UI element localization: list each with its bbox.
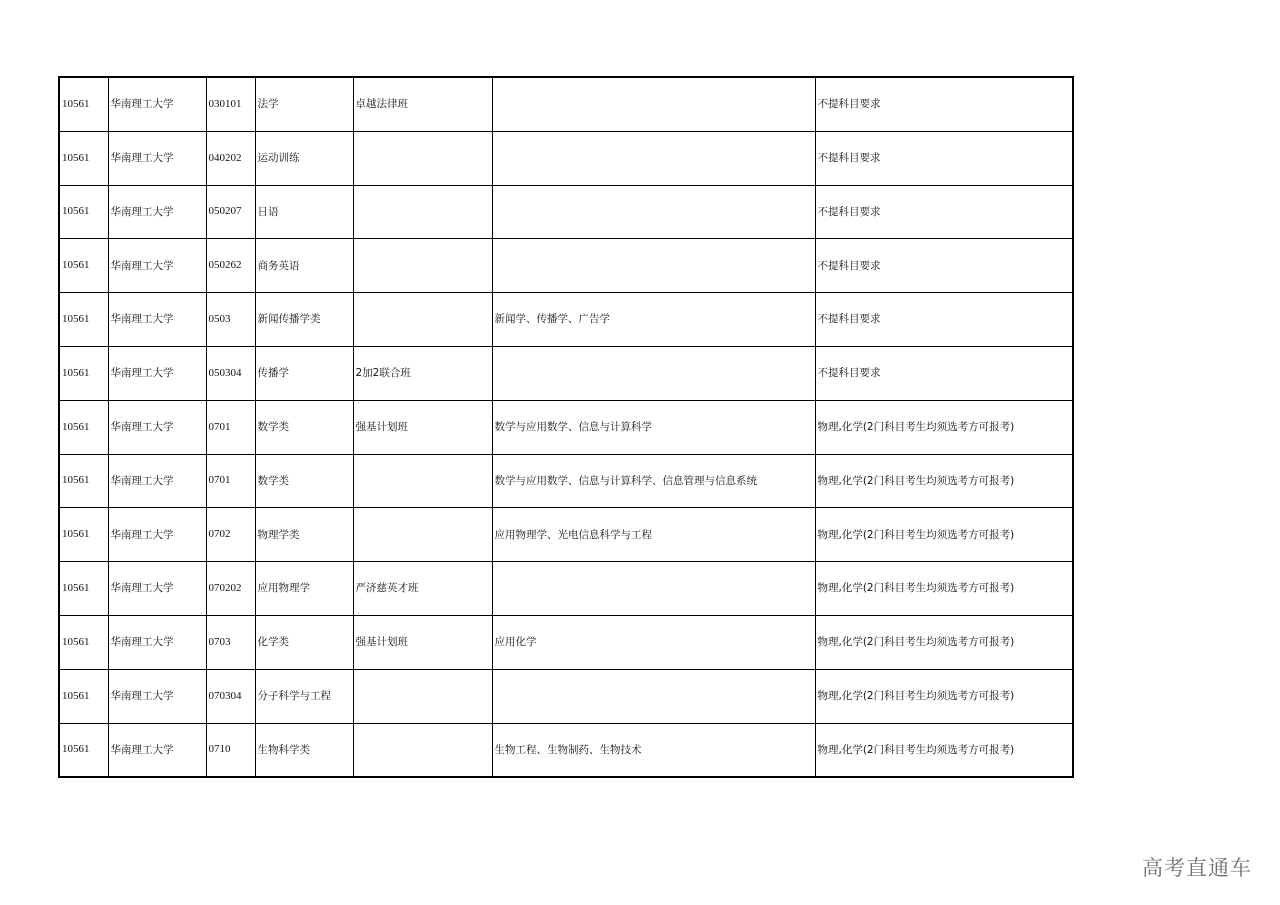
cell-subject-requirement: 物理,化学(2门科目考生均须选考方可报考) xyxy=(815,669,1073,723)
cell-school-code: 10561 xyxy=(59,615,108,669)
table-row xyxy=(59,400,1073,454)
cell-major-name: 日语 xyxy=(255,185,353,239)
cell-major-code: 050262 xyxy=(206,239,255,293)
table-row xyxy=(59,615,1073,669)
cell-school-name: 华南理工大学 xyxy=(108,185,206,239)
cell-major-name: 物理学类 xyxy=(255,508,353,562)
cell-school-name: 华南理工大学 xyxy=(108,508,206,562)
cell-class-note: 严济慈英才班 xyxy=(353,562,492,616)
table-row xyxy=(59,669,1073,723)
cell-subject-requirement: 物理,化学(2门科目考生均须选考方可报考) xyxy=(815,508,1073,562)
cell-class-note xyxy=(353,508,492,562)
cell-subject-requirement: 物理,化学(2门科目考生均须选考方可报考) xyxy=(815,723,1073,777)
cell-class-note: 强基计划班 xyxy=(353,615,492,669)
cell-included-majors xyxy=(492,562,815,616)
cell-school-name: 华南理工大学 xyxy=(108,346,206,400)
cell-school-code: 10561 xyxy=(59,239,108,293)
cell-school-name: 华南理工大学 xyxy=(108,615,206,669)
cell-major-name: 新闻传播学类 xyxy=(255,293,353,347)
cell-subject-requirement: 不提科目要求 xyxy=(815,131,1073,185)
cell-major-name: 法学 xyxy=(255,77,353,131)
cell-school-code: 10561 xyxy=(59,669,108,723)
cell-school-code: 10561 xyxy=(59,346,108,400)
table-row xyxy=(59,454,1073,508)
cell-school-name: 华南理工大学 xyxy=(108,723,206,777)
cell-school-name: 华南理工大学 xyxy=(108,669,206,723)
cell-major-code: 0710 xyxy=(206,723,255,777)
cell-school-name: 华南理工大学 xyxy=(108,239,206,293)
cell-school-code: 10561 xyxy=(59,400,108,454)
table-row xyxy=(59,131,1073,185)
table-row xyxy=(59,77,1073,131)
cell-major-code: 0701 xyxy=(206,454,255,508)
cell-subject-requirement: 不提科目要求 xyxy=(815,185,1073,239)
cell-school-name: 华南理工大学 xyxy=(108,400,206,454)
cell-included-majors xyxy=(492,131,815,185)
cell-major-code: 050304 xyxy=(206,346,255,400)
cell-class-note xyxy=(353,454,492,508)
cell-included-majors xyxy=(492,346,815,400)
cell-subject-requirement: 物理,化学(2门科目考生均须选考方可报考) xyxy=(815,615,1073,669)
cell-included-majors: 数学与应用数学、信息与计算科学、信息管理与信息系统 xyxy=(492,454,815,508)
cell-major-name: 化学类 xyxy=(255,615,353,669)
cell-major-name: 数学类 xyxy=(255,400,353,454)
cell-school-code: 10561 xyxy=(59,77,108,131)
cell-subject-requirement: 不提科目要求 xyxy=(815,346,1073,400)
cell-school-code: 10561 xyxy=(59,454,108,508)
table-row xyxy=(59,239,1073,293)
cell-major-code: 050207 xyxy=(206,185,255,239)
cell-major-code: 0703 xyxy=(206,615,255,669)
cell-subject-requirement: 物理,化学(2门科目考生均须选考方可报考) xyxy=(815,400,1073,454)
cell-subject-requirement: 不提科目要求 xyxy=(815,239,1073,293)
cell-class-note: 强基计划班 xyxy=(353,400,492,454)
admission-requirements-table xyxy=(58,76,1074,778)
cell-major-code: 0701 xyxy=(206,400,255,454)
cell-major-name: 应用物理学 xyxy=(255,562,353,616)
cell-class-note xyxy=(353,239,492,293)
table-row xyxy=(59,293,1073,347)
cell-major-code: 040202 xyxy=(206,131,255,185)
cell-class-note xyxy=(353,723,492,777)
cell-subject-requirement: 物理,化学(2门科目考生均须选考方可报考) xyxy=(815,562,1073,616)
cell-major-name: 分子科学与工程 xyxy=(255,669,353,723)
cell-school-code: 10561 xyxy=(59,293,108,347)
cell-class-note xyxy=(353,131,492,185)
cell-major-code: 070202 xyxy=(206,562,255,616)
table-body xyxy=(59,77,1073,777)
cell-class-note xyxy=(353,669,492,723)
cell-included-majors xyxy=(492,185,815,239)
cell-included-majors xyxy=(492,669,815,723)
cell-included-majors xyxy=(492,77,815,131)
cell-subject-requirement: 不提科目要求 xyxy=(815,293,1073,347)
cell-included-majors: 应用化学 xyxy=(492,615,815,669)
cell-school-name: 华南理工大学 xyxy=(108,77,206,131)
cell-school-name: 华南理工大学 xyxy=(108,454,206,508)
cell-included-majors xyxy=(492,239,815,293)
cell-class-note xyxy=(353,293,492,347)
cell-school-name: 华南理工大学 xyxy=(108,562,206,616)
cell-major-name: 数学类 xyxy=(255,454,353,508)
cell-class-note: 卓越法律班 xyxy=(353,77,492,131)
table-row xyxy=(59,562,1073,616)
cell-school-code: 10561 xyxy=(59,562,108,616)
cell-class-note xyxy=(353,185,492,239)
cell-included-majors: 应用物理学、光电信息科学与工程 xyxy=(492,508,815,562)
cell-major-name: 传播学 xyxy=(255,346,353,400)
cell-major-code: 070304 xyxy=(206,669,255,723)
cell-school-code: 10561 xyxy=(59,185,108,239)
cell-major-name: 商务英语 xyxy=(255,239,353,293)
cell-school-code: 10561 xyxy=(59,723,108,777)
cell-major-code: 030101 xyxy=(206,77,255,131)
cell-school-name: 华南理工大学 xyxy=(108,293,206,347)
cell-school-name: 华南理工大学 xyxy=(108,131,206,185)
table-row xyxy=(59,723,1073,777)
cell-subject-requirement: 不提科目要求 xyxy=(815,77,1073,131)
watermark-text: 高考直通车 xyxy=(1142,856,1252,880)
cell-school-code: 10561 xyxy=(59,131,108,185)
cell-class-note: 2加2联合班 xyxy=(353,346,492,400)
cell-major-code: 0503 xyxy=(206,293,255,347)
cell-major-code: 0702 xyxy=(206,508,255,562)
table-row xyxy=(59,185,1073,239)
cell-subject-requirement: 物理,化学(2门科目考生均须选考方可报考) xyxy=(815,454,1073,508)
table-row xyxy=(59,508,1073,562)
table-row xyxy=(59,346,1073,400)
cell-school-code: 10561 xyxy=(59,508,108,562)
cell-included-majors: 新闻学、传播学、广告学 xyxy=(492,293,815,347)
cell-included-majors: 生物工程、生物制药、生物技术 xyxy=(492,723,815,777)
cell-included-majors: 数学与应用数学、信息与计算科学 xyxy=(492,400,815,454)
cell-major-name: 运动训练 xyxy=(255,131,353,185)
cell-major-name: 生物科学类 xyxy=(255,723,353,777)
